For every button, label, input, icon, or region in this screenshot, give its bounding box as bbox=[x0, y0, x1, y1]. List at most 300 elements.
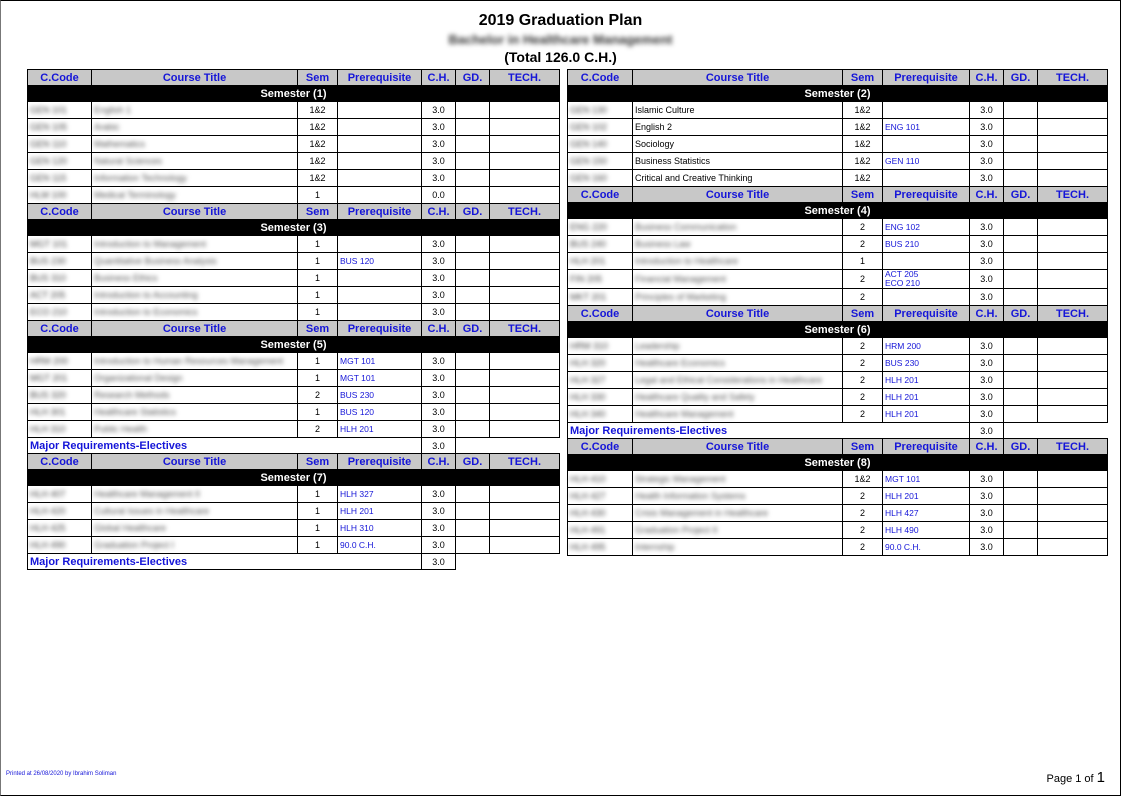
course-title-text: Public Health bbox=[94, 424, 148, 434]
course-title bbox=[92, 153, 298, 170]
course-row bbox=[568, 539, 1108, 556]
header-code: C.Code bbox=[28, 204, 92, 220]
course-grade bbox=[456, 170, 490, 187]
course-grade bbox=[1004, 471, 1038, 488]
header-tech: TECH. bbox=[1038, 70, 1108, 86]
semester-row bbox=[568, 203, 1108, 219]
course-prerequisite: HLH 490 bbox=[883, 522, 970, 539]
course-sem: 2 bbox=[843, 289, 883, 306]
course-sem: 2 bbox=[843, 219, 883, 236]
header-sem: Sem bbox=[843, 187, 883, 203]
course-title-text: Global Healthcare bbox=[94, 523, 167, 533]
course-title-text: Internship bbox=[635, 542, 675, 552]
course-row bbox=[568, 522, 1108, 539]
header-tech: TECH. bbox=[490, 454, 560, 470]
course-title bbox=[92, 170, 298, 187]
column-header-row bbox=[568, 439, 1108, 455]
header-sem: Sem bbox=[298, 70, 338, 86]
course-sem: 1&2 bbox=[843, 136, 883, 153]
course-code: HLH 407 bbox=[28, 486, 92, 503]
course-title bbox=[92, 486, 298, 503]
header-grade: GD. bbox=[456, 321, 490, 337]
course-title-text: Mathematics bbox=[94, 139, 146, 149]
semester-row bbox=[28, 470, 560, 486]
course-code: ACT 205 bbox=[28, 287, 92, 304]
course-credit-hours: 3.0 bbox=[970, 153, 1004, 170]
header-course-title: Course Title bbox=[92, 204, 298, 220]
header-sem: Sem bbox=[298, 454, 338, 470]
course-grade bbox=[456, 404, 490, 421]
course-title bbox=[92, 270, 298, 287]
course-credit-hours: 3.0 bbox=[422, 136, 456, 153]
header-sem: Sem bbox=[298, 321, 338, 337]
course-code: HLH 340 bbox=[568, 406, 633, 423]
course-title bbox=[92, 287, 298, 304]
course-sem: 2 bbox=[843, 338, 883, 355]
course-sem: 2 bbox=[843, 372, 883, 389]
course-prerequisite: HLH 201 bbox=[883, 389, 970, 406]
semester-row bbox=[28, 220, 560, 236]
course-credit-hours: 3.0 bbox=[970, 102, 1004, 119]
course-sem: 2 bbox=[298, 387, 338, 404]
course-title-text: Crisis Management in Healthcare bbox=[635, 508, 769, 518]
page-number bbox=[1047, 769, 1106, 786]
course-tech bbox=[490, 387, 560, 404]
course-credit-hours: 3.0 bbox=[422, 503, 456, 520]
header-tech: TECH. bbox=[1038, 187, 1108, 203]
course-credit-hours: 3.0 bbox=[970, 253, 1004, 270]
course-title-text: Medical Terminology bbox=[94, 190, 176, 200]
course-row bbox=[28, 387, 560, 404]
course-credit-hours: 3.0 bbox=[422, 486, 456, 503]
course-row bbox=[568, 253, 1108, 270]
header-code: C.Code bbox=[568, 306, 633, 322]
course-code: HRM 200 bbox=[28, 353, 92, 370]
header-grade: GD. bbox=[456, 70, 490, 86]
course-row bbox=[568, 389, 1108, 406]
course-credit-hours: 0.0 bbox=[422, 187, 456, 204]
course-tech bbox=[490, 404, 560, 421]
electives-credit-hours: 3.0 bbox=[422, 554, 456, 570]
course-grade bbox=[1004, 488, 1038, 505]
course-sem: 1 bbox=[298, 270, 338, 287]
course-title bbox=[633, 289, 843, 306]
header-credit-hours: C.H. bbox=[422, 70, 456, 86]
course-code: BUS 230 bbox=[28, 253, 92, 270]
course-credit-hours: 3.0 bbox=[422, 153, 456, 170]
header-grade: GD. bbox=[1004, 70, 1038, 86]
course-row bbox=[568, 170, 1108, 187]
course-credit-hours: 3.0 bbox=[970, 236, 1004, 253]
header-code: C.Code bbox=[568, 439, 633, 455]
course-title bbox=[92, 520, 298, 537]
course-credit-hours: 3.0 bbox=[422, 253, 456, 270]
course-prerequisite bbox=[883, 102, 970, 119]
course-title bbox=[633, 406, 843, 423]
electives-row bbox=[28, 438, 560, 454]
course-title-text: Business Communication bbox=[635, 222, 737, 232]
course-tech bbox=[490, 486, 560, 503]
course-title-text: Graduation Project I bbox=[94, 540, 175, 550]
header-prerequisite: Prerequisite bbox=[883, 306, 970, 322]
course-title-text: Healthcare Statistics bbox=[94, 407, 177, 417]
course-credit-hours: 3.0 bbox=[422, 520, 456, 537]
course-row bbox=[568, 406, 1108, 423]
course-grade bbox=[456, 421, 490, 438]
course-title bbox=[92, 253, 298, 270]
header-prerequisite: Prerequisite bbox=[338, 454, 422, 470]
course-credit-hours: 3.0 bbox=[422, 287, 456, 304]
course-code: GEN 150 bbox=[568, 153, 633, 170]
left-plan-table bbox=[27, 69, 560, 570]
course-tech bbox=[1038, 355, 1108, 372]
header-course-title: Course Title bbox=[92, 70, 298, 86]
course-credit-hours: 3.0 bbox=[970, 471, 1004, 488]
course-row bbox=[28, 253, 560, 270]
semester-title: Semester (1) bbox=[28, 86, 560, 102]
course-sem: 1&2 bbox=[843, 170, 883, 187]
course-title-text: Information Technology bbox=[94, 173, 187, 183]
course-grade bbox=[1004, 136, 1038, 153]
electives-filler bbox=[456, 554, 560, 570]
course-title-text: Legal and Ethical Considerations in Healthcare bbox=[635, 375, 823, 385]
course-grade bbox=[1004, 270, 1038, 289]
course-row bbox=[28, 520, 560, 537]
course-credit-hours: 3.0 bbox=[970, 338, 1004, 355]
course-row bbox=[28, 421, 560, 438]
course-title-text: Cultural Issues in Healthcare bbox=[94, 506, 210, 516]
electives-row bbox=[28, 554, 560, 570]
course-row bbox=[28, 119, 560, 136]
course-code: MGT 201 bbox=[28, 370, 92, 387]
course-credit-hours: 3.0 bbox=[970, 372, 1004, 389]
column-header-row bbox=[28, 204, 560, 220]
printed-info: Printed at 26/08/2020 by Ibrahim Soliman bbox=[6, 771, 117, 777]
course-title bbox=[92, 119, 298, 136]
course-tech bbox=[1038, 236, 1108, 253]
course-row bbox=[28, 102, 560, 119]
course-title-text: Natural Sciences bbox=[94, 156, 163, 166]
course-title bbox=[92, 102, 298, 119]
course-grade bbox=[456, 304, 490, 321]
electives-filler bbox=[1004, 423, 1108, 439]
course-title bbox=[92, 136, 298, 153]
right-plan-table bbox=[567, 69, 1108, 556]
course-prerequisite: 90.0 C.H. bbox=[338, 537, 422, 554]
course-title bbox=[633, 253, 843, 270]
course-title-text: English 2 bbox=[635, 122, 673, 132]
course-sem: 2 bbox=[843, 505, 883, 522]
header-grade: GD. bbox=[456, 204, 490, 220]
course-sem: 2 bbox=[843, 389, 883, 406]
course-grade bbox=[456, 253, 490, 270]
header-course-title: Course Title bbox=[633, 70, 843, 86]
course-grade bbox=[1004, 406, 1038, 423]
course-code: HLH 320 bbox=[568, 355, 633, 372]
course-title bbox=[633, 119, 843, 136]
course-sem: 2 bbox=[843, 488, 883, 505]
course-title-text: Introduction to Healthcare bbox=[635, 256, 739, 266]
course-sem: 1 bbox=[298, 404, 338, 421]
course-title bbox=[92, 537, 298, 554]
course-credit-hours: 3.0 bbox=[970, 270, 1004, 289]
course-grade bbox=[456, 270, 490, 287]
course-row bbox=[28, 353, 560, 370]
course-title-text: Business Ethics bbox=[94, 273, 158, 283]
course-title-text: Research Methods bbox=[94, 390, 170, 400]
semester-row bbox=[28, 337, 560, 353]
course-grade bbox=[456, 136, 490, 153]
course-tech bbox=[490, 287, 560, 304]
course-grade bbox=[1004, 253, 1038, 270]
course-row bbox=[28, 270, 560, 287]
course-tech bbox=[1038, 270, 1108, 289]
course-row bbox=[28, 287, 560, 304]
course-credit-hours: 3.0 bbox=[970, 355, 1004, 372]
course-tech bbox=[490, 153, 560, 170]
course-sem: 1 bbox=[298, 287, 338, 304]
course-sem: 1 bbox=[843, 253, 883, 270]
course-code: BUS 310 bbox=[28, 270, 92, 287]
electives-label: Major Requirements-Electives bbox=[568, 423, 970, 439]
course-row bbox=[568, 236, 1108, 253]
course-title-text: Sociology bbox=[635, 139, 675, 149]
course-row bbox=[568, 488, 1108, 505]
header-sem: Sem bbox=[843, 70, 883, 86]
course-tech bbox=[1038, 102, 1108, 119]
course-title-text: Organizational Design bbox=[94, 373, 183, 383]
course-row bbox=[568, 338, 1108, 355]
course-sem: 1 bbox=[298, 520, 338, 537]
course-grade bbox=[1004, 355, 1038, 372]
course-row bbox=[568, 119, 1108, 136]
course-sem: 1&2 bbox=[843, 102, 883, 119]
course-prerequisite bbox=[338, 270, 422, 287]
course-title bbox=[92, 236, 298, 253]
course-code: ENG 220 bbox=[568, 219, 633, 236]
course-grade bbox=[456, 119, 490, 136]
course-grade bbox=[1004, 153, 1038, 170]
course-title bbox=[633, 270, 843, 289]
course-title bbox=[92, 353, 298, 370]
course-title-text: Introduction to Management bbox=[94, 239, 207, 249]
course-title bbox=[633, 236, 843, 253]
column-header-row bbox=[28, 321, 560, 337]
course-sem: 2 bbox=[843, 406, 883, 423]
course-tech bbox=[1038, 372, 1108, 389]
course-title-text: Graduation Project II bbox=[635, 525, 718, 535]
page-total: 1 bbox=[1096, 769, 1105, 786]
course-sem: 1 bbox=[298, 370, 338, 387]
course-credit-hours: 3.0 bbox=[970, 170, 1004, 187]
course-grade bbox=[456, 387, 490, 404]
course-tech bbox=[490, 370, 560, 387]
course-title-text: Healthcare Management II bbox=[94, 489, 201, 499]
course-grade bbox=[1004, 338, 1038, 355]
course-sem: 1 bbox=[298, 236, 338, 253]
course-credit-hours: 3.0 bbox=[422, 236, 456, 253]
course-code: HLM 100 bbox=[28, 187, 92, 204]
course-tech bbox=[1038, 253, 1108, 270]
course-title-text: Financial Management bbox=[635, 274, 727, 284]
header-grade: GD. bbox=[1004, 187, 1038, 203]
header-course-title: Course Title bbox=[92, 454, 298, 470]
header-credit-hours: C.H. bbox=[422, 321, 456, 337]
course-title bbox=[633, 338, 843, 355]
course-title bbox=[92, 187, 298, 204]
course-code: BUS 320 bbox=[28, 387, 92, 404]
course-credit-hours: 3.0 bbox=[422, 404, 456, 421]
header-prerequisite: Prerequisite bbox=[338, 70, 422, 86]
course-credit-hours: 3.0 bbox=[422, 370, 456, 387]
course-title bbox=[633, 102, 843, 119]
header-code: C.Code bbox=[28, 70, 92, 86]
course-grade bbox=[1004, 372, 1038, 389]
course-sem: 2 bbox=[843, 270, 883, 289]
course-credit-hours: 3.0 bbox=[422, 102, 456, 119]
course-row bbox=[28, 486, 560, 503]
course-grade bbox=[1004, 119, 1038, 136]
header-credit-hours: C.H. bbox=[970, 70, 1004, 86]
course-code: HLH 310 bbox=[28, 421, 92, 438]
course-sem: 2 bbox=[298, 421, 338, 438]
course-code: HLH 490 bbox=[28, 537, 92, 554]
course-code: GEN 120 bbox=[28, 153, 92, 170]
page-prefix: Page 1 of bbox=[1046, 773, 1094, 785]
course-tech bbox=[1038, 289, 1108, 306]
header-grade: GD. bbox=[1004, 306, 1038, 322]
header-prerequisite: Prerequisite bbox=[338, 321, 422, 337]
electives-label: Major Requirements-Electives bbox=[28, 438, 422, 454]
header-credit-hours: C.H. bbox=[970, 306, 1004, 322]
course-title bbox=[633, 355, 843, 372]
course-code: GEN 140 bbox=[568, 136, 633, 153]
total-credit-hours: (Total 126.0 C.H.) bbox=[504, 49, 617, 65]
course-credit-hours: 3.0 bbox=[422, 304, 456, 321]
course-code: GEN 102 bbox=[568, 119, 633, 136]
course-grade bbox=[1004, 102, 1038, 119]
course-title bbox=[92, 404, 298, 421]
course-title-text: Introduction to Economics bbox=[94, 307, 198, 317]
course-prerequisite bbox=[338, 119, 422, 136]
course-row bbox=[28, 370, 560, 387]
header-prerequisite: Prerequisite bbox=[883, 70, 970, 86]
course-prerequisite bbox=[338, 170, 422, 187]
course-tech bbox=[490, 236, 560, 253]
course-title-text: English 1 bbox=[94, 105, 132, 115]
course-tech bbox=[490, 253, 560, 270]
course-row bbox=[28, 404, 560, 421]
course-title-text: Healthcare Quality and Safety bbox=[635, 392, 755, 402]
course-grade bbox=[456, 537, 490, 554]
header-tech: TECH. bbox=[1038, 306, 1108, 322]
course-prerequisite bbox=[338, 287, 422, 304]
course-title bbox=[92, 304, 298, 321]
course-sem: 2 bbox=[843, 539, 883, 556]
course-prerequisite bbox=[883, 170, 970, 187]
header-credit-hours: C.H. bbox=[970, 439, 1004, 455]
course-title-text: Quantitative Business Analysis bbox=[94, 256, 217, 266]
course-tech bbox=[1038, 522, 1108, 539]
course-tech bbox=[490, 421, 560, 438]
course-title bbox=[633, 136, 843, 153]
course-tech bbox=[490, 520, 560, 537]
course-title bbox=[633, 153, 843, 170]
course-row bbox=[568, 289, 1108, 306]
semester-row bbox=[568, 455, 1108, 471]
course-credit-hours: 3.0 bbox=[970, 289, 1004, 306]
course-prerequisite: MGT 101 bbox=[883, 471, 970, 488]
header-credit-hours: C.H. bbox=[970, 187, 1004, 203]
course-tech bbox=[1038, 338, 1108, 355]
header-course-title: Course Title bbox=[92, 321, 298, 337]
course-title-text: Introduction to Accounting bbox=[94, 290, 198, 300]
course-tech bbox=[490, 537, 560, 554]
course-grade bbox=[1004, 389, 1038, 406]
course-title-text: Islamic Culture bbox=[635, 105, 695, 115]
course-title-text: Introduction to Human Resources Management bbox=[94, 356, 284, 366]
course-code: HLH 327 bbox=[568, 372, 633, 389]
course-sem: 1&2 bbox=[843, 119, 883, 136]
course-grade bbox=[1004, 539, 1038, 556]
course-title bbox=[92, 421, 298, 438]
course-credit-hours: 3.0 bbox=[970, 219, 1004, 236]
course-title bbox=[633, 539, 843, 556]
course-grade bbox=[1004, 522, 1038, 539]
course-credit-hours: 3.0 bbox=[422, 119, 456, 136]
course-code: HLH 410 bbox=[568, 471, 633, 488]
header-tech: TECH. bbox=[490, 204, 560, 220]
electives-label: Major Requirements-Electives bbox=[28, 554, 422, 570]
course-grade bbox=[1004, 219, 1038, 236]
course-sem: 1 bbox=[298, 187, 338, 204]
course-sem: 1&2 bbox=[843, 153, 883, 170]
course-credit-hours: 3.0 bbox=[422, 537, 456, 554]
course-prerequisite bbox=[338, 153, 422, 170]
header-course-title: Course Title bbox=[633, 306, 843, 322]
course-prerequisite bbox=[883, 253, 970, 270]
course-grade bbox=[1004, 505, 1038, 522]
course-credit-hours: 3.0 bbox=[422, 270, 456, 287]
course-credit-hours: 3.0 bbox=[970, 119, 1004, 136]
course-tech bbox=[1038, 488, 1108, 505]
course-code: HLH 427 bbox=[568, 488, 633, 505]
course-prerequisite: BUS 230 bbox=[883, 355, 970, 372]
course-prerequisite: BUS 120 bbox=[338, 404, 422, 421]
course-title-text: Leadership bbox=[635, 341, 680, 351]
course-title bbox=[633, 505, 843, 522]
course-code: GEN 160 bbox=[568, 170, 633, 187]
course-code: HLH 201 bbox=[568, 253, 633, 270]
semester-title: Semester (8) bbox=[568, 455, 1108, 471]
course-prerequisite: HLH 201 bbox=[338, 503, 422, 520]
course-row bbox=[568, 153, 1108, 170]
course-row bbox=[568, 372, 1108, 389]
course-code: HLH 425 bbox=[28, 520, 92, 537]
course-code: GEN 105 bbox=[28, 119, 92, 136]
course-tech bbox=[490, 119, 560, 136]
semester-title: Semester (6) bbox=[568, 322, 1108, 338]
header-sem: Sem bbox=[843, 306, 883, 322]
course-prerequisite bbox=[338, 304, 422, 321]
header-sem: Sem bbox=[843, 439, 883, 455]
column-header-row bbox=[568, 70, 1108, 86]
header-code: C.Code bbox=[28, 454, 92, 470]
course-code: HLH 301 bbox=[28, 404, 92, 421]
course-title bbox=[92, 387, 298, 404]
course-prerequisite: ENG 102 bbox=[883, 219, 970, 236]
course-credit-hours: 3.0 bbox=[970, 389, 1004, 406]
